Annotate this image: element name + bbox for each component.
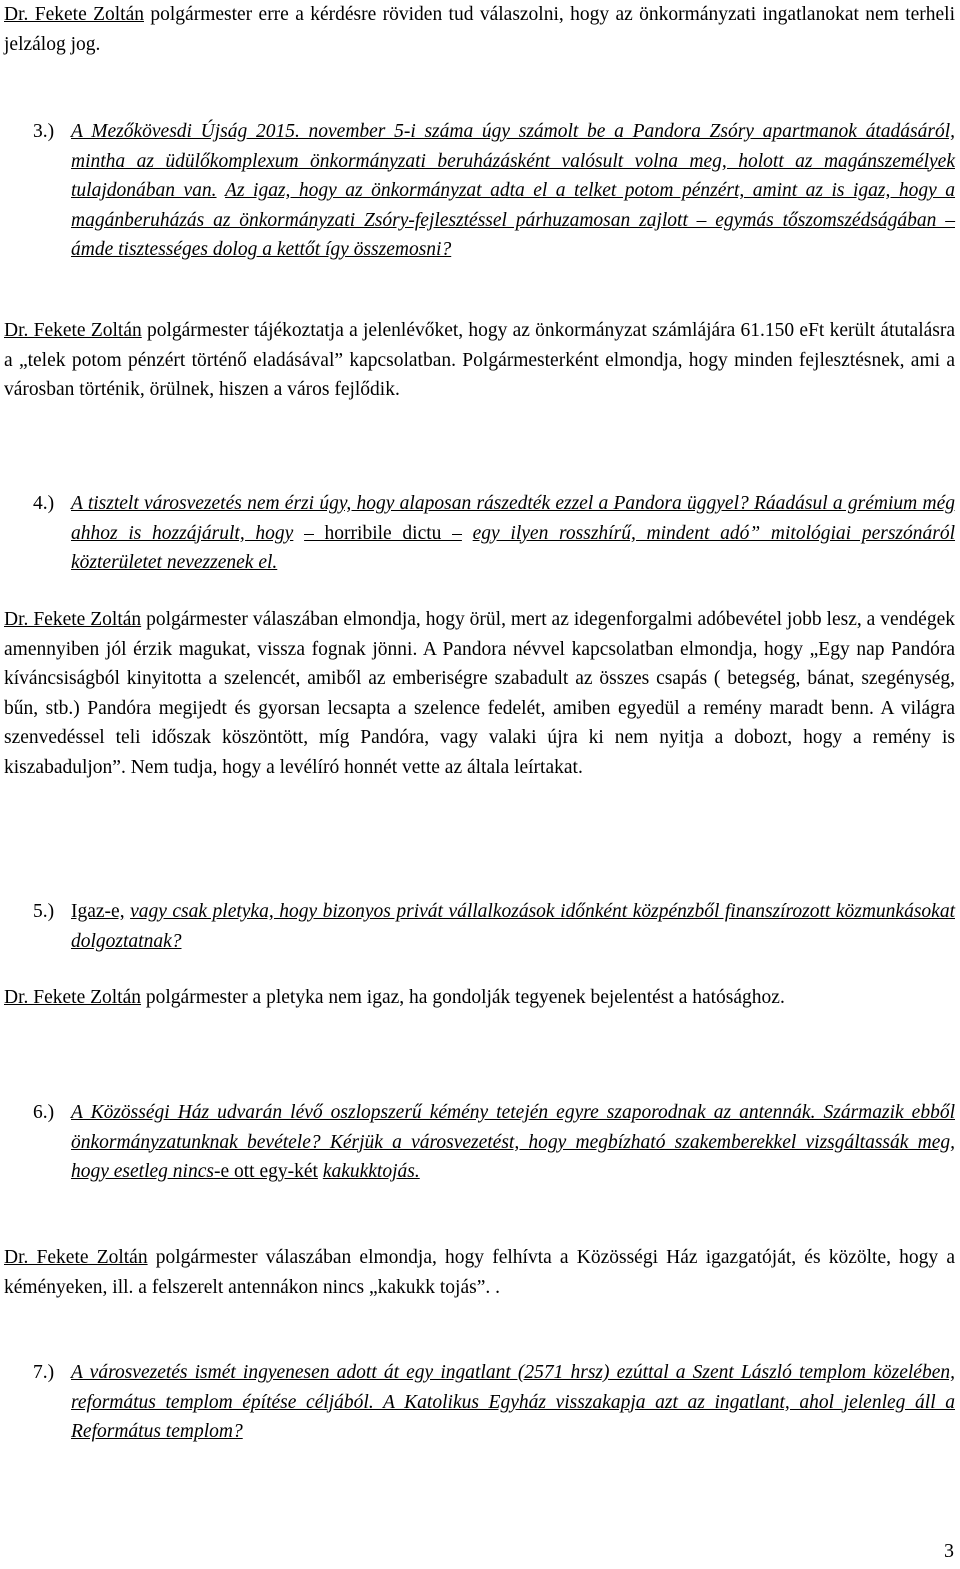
question-3: [4, 117, 955, 265]
intro-answer-text: polgármester erre a kérdésre röviden tud válaszolni, hogy az önkormányzati ingatlanokat nem terheli jelzálog jog.: [4, 4, 956, 55]
page-number: 3: [944, 1540, 954, 1563]
question-7-number: 7.): [33, 1362, 55, 1383]
mayor-name: Dr. Fekete Zoltán: [4, 1247, 148, 1268]
answer-3: [4, 316, 955, 405]
question-4-text: [71, 489, 955, 578]
question-4-text-plain: – horribile dictu –: [304, 522, 462, 544]
intro-answer: [4, 0, 955, 59]
answer-4-text: polgármester válaszában elmondja, hogy örül, mert az idegenforgalmi adóbevétel jobb lesz, a vendégek amennyiben jól érzik magukat, vissza fognak jönni. A Pandora névvel kapcsolatban elmondja, hogy „Egy nap Pandóra kíváncsiságból kinyitotta a szelencét, amiből az emberiségre szabadult az összes csapás ( betegség, bánat, szegénység, bűn, stb.) Pandóra megijedt és gyorsan lecsapta a szelence fedelét, amiben egyedül a remény maradt benn. A világra szenvedéssel teli időszak köszöntött, míg Pandóra, vagy valaki újra ki nem nyitja a dobozt, hogy a remény is kiszabaduljon”. Nem tudja, hogy a levélíró honnét vette az általa leírtakat.: [4, 609, 955, 778]
question-7-text: A városvezetés ismét ingyenesen adott át egy ingatlant (2571 hrsz) ezúttal a Szent László templom közelében, református templom építése céljából. A Katolikus Egyház visszakapja azt az ingatlant, ahol jelenleg áll a Református templom?: [71, 1362, 955, 1443]
question-5-text-plain: Igaz-e,: [71, 901, 125, 922]
question-6-text-part1: A Közösségi Ház udvarán lévő oszlopszerű kémény tetején egyre szaporodnak az antennák. Származik ebből önkormányzatunknak bevétele? Kérjük a városvezetést, hogy megbízható szakemberekkel vizsgáltassák meg, hogy esetleg nincs: [71, 1102, 955, 1183]
answer-3-text: polgármester tájékoztatja a jelenlévőket, hogy az önkormányzat számlájára 61.150 eFt került átutalásra a „telek potom pénzért történő eladásával” kapcsolatban. Polgármesterként elmondja, hogy minden fejlesztésnek, ami a városban történik, örülnek, hiszen a város fejlődik.: [4, 320, 956, 401]
answer-4: [4, 605, 955, 783]
question-6-text-plain: -e ott egy-két: [213, 1161, 318, 1183]
mayor-name: Dr. Fekete Zoltán: [4, 4, 144, 25]
question-3-number: 3.): [33, 121, 55, 142]
answer-5-text: polgármester a pletyka nem igaz, ha gondolják tegyenek bejelentést a hatósághoz.: [145, 987, 785, 1008]
mayor-name: Dr. Fekete Zoltán: [4, 320, 142, 341]
answer-6-text: polgármester válaszában elmondja, hogy felhívta a Közösségi Ház igazgatóját, és közölte, hogy a kéményeken, ill. a felszerelt antennákon nincs „kakukk tojás”. .: [4, 1247, 955, 1298]
question-6-number: 6.): [33, 1102, 55, 1123]
question-7: [4, 1358, 955, 1447]
question-5-text: [71, 897, 955, 956]
answer-5: [4, 983, 955, 1013]
question-6-text: [71, 1098, 955, 1187]
question-4-number: 4.): [33, 493, 55, 514]
question-3-text-part1: A Mezőkövesdi Újság 2015. november 5-i száma úgy számolt be a Pandora Zsóry apartmanok átadásáról, mintha az üdülőkomplexum önkormányzati beruházásként valósult volna meg, holott az magánszemélyek tulajdonában van.: [71, 121, 955, 202]
question-5: [4, 897, 955, 956]
mayor-name: Dr. Fekete Zoltán: [4, 609, 142, 630]
question-3-text: [71, 117, 955, 265]
question-4-text-part2: egy ilyen rosszhírű, mindent adó” mitológiai perszónáról közterületet nevezzenek el.: [71, 522, 956, 574]
question-4: [4, 489, 955, 578]
question-5-number: 5.): [33, 901, 55, 922]
mayor-name: Dr. Fekete Zoltán: [4, 987, 142, 1008]
question-3-text-part2: Az igaz, hogy az önkormányzat adta el a telket potom pénzért, amint az is igaz, hogy a magánberuházás az önkormányzati Zsóry-fejlesztéssel párhuzamosan zajlott – egymás tőszomszédságában – ámde tisztességes dolog a kettőt így összemosni?: [71, 180, 956, 261]
answer-6: [4, 1243, 955, 1302]
question-5-text-italic: vagy csak pletyka, hogy bizonyos privát vállalkozások időnként közpénzből finanszírozott közmunkásokat dolgoztatnak?: [71, 901, 955, 952]
question-4-text-part1: A tisztelt városvezetés nem érzi úgy, hogy alaposan rászedték ezzel a Pandora üggyel? Ráadásul a grémium még ahhoz is hozzájárult, hogy: [71, 493, 955, 544]
question-6: [4, 1098, 955, 1187]
question-6-text-part2: kakukktojás.: [322, 1161, 420, 1183]
